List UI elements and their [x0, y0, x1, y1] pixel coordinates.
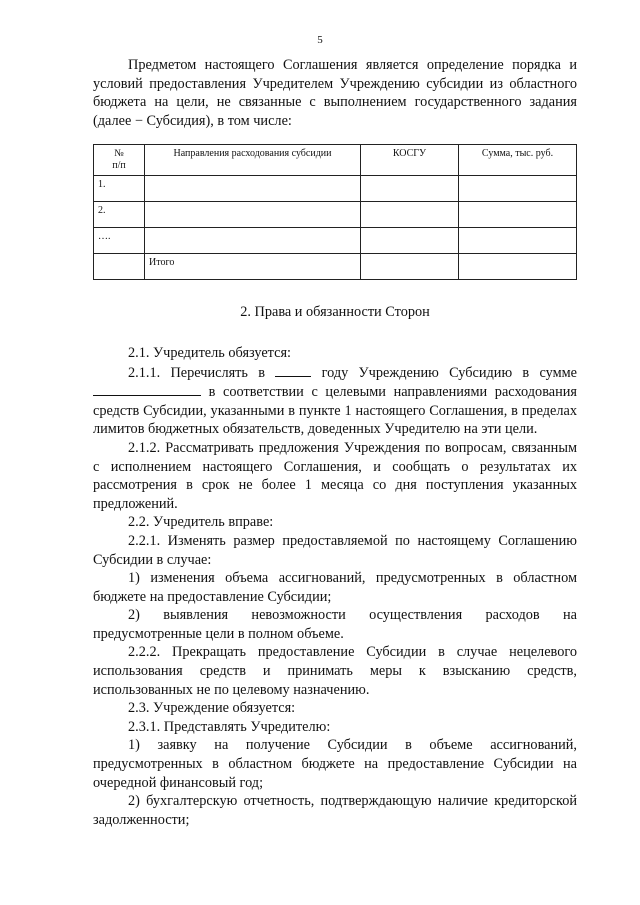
header-direction: Направления расходования субсидии — [145, 145, 361, 176]
row-direction: Итого — [145, 254, 361, 280]
intro-paragraph: Предметом настоящего Соглашения является определение порядка и условий предоставления Учредителем Учреждению субсидии из областного бюджета на цели, не связанные с выполнением государственного задания (далее − Субсидия), в том числе: — [93, 57, 577, 129]
row-sum — [459, 254, 577, 280]
row-num: 1. — [94, 176, 145, 202]
header-kosgu: КОСГУ — [361, 145, 459, 176]
header-num — [94, 145, 145, 176]
clause-2-3-1-item-1: 1) заявку на получение Субсидии в объеме ассигнований, предусмотренных в областном бюджете на предоставление Субсидии на очередной финансовый год; — [93, 737, 577, 791]
row-direction — [145, 228, 361, 254]
header-num-line2: п/п — [112, 160, 126, 172]
clause-2-1-1-part-b: году Учреждению Субсидию в сумме — [321, 364, 578, 381]
amount-blank — [93, 382, 201, 396]
clause-2-2-1-item-2: 2) выявления невозможности осуществления расходов на предусмотренные цели в полном объеме. — [93, 607, 577, 642]
document-body — [93, 56, 577, 829]
row-num: 2. — [94, 202, 145, 228]
clause-2-1-1-part-a: 2.1.1. Перечислять в — [128, 364, 265, 381]
clause-2-3-1: 2.3.1. Представлять Учредителю: — [128, 718, 331, 735]
clause-2-1-1-line1 — [93, 363, 577, 383]
table-header-row — [94, 145, 577, 176]
section-title: 2. Права и обязанности Сторон — [240, 304, 430, 321]
row-num: …. — [94, 228, 145, 254]
table-total-row — [94, 254, 577, 280]
row-kosgu — [361, 228, 459, 254]
year-blank — [275, 363, 311, 377]
row-direction — [145, 176, 361, 202]
table-row — [94, 202, 577, 228]
row-kosgu — [361, 202, 459, 228]
clause-2-1-1-rest — [93, 382, 577, 439]
clause-2-1-1-part-c: в соответствии с целевыми направлениями расходования средств Субсидии, указанными в пункте 1 настоящего Соглашения, в пределах лимитов бюджетных обязательств, доведенных Учредителю на эти цели. — [93, 384, 577, 438]
clause-2-1: 2.1. Учредитель обязуется: — [128, 344, 291, 361]
subsidy-table — [93, 144, 577, 280]
table-row — [94, 176, 577, 202]
clause-2-2-1-item-1: 1) изменения объема ассигнований, предусмотренных в областном бюджете на предоставление Субсидии; — [93, 570, 577, 605]
clause-2-3-1-item-2: 2) бухгалтерскую отчетность, подтверждающую наличие кредиторской задолженности; — [93, 793, 577, 828]
clause-2-2-2: 2.2.2. Прекращать предоставление Субсидии в случае нецелевого использования средств и принимать меры к взысканию средств, использованных не по целевому назначению. — [93, 644, 577, 698]
page-number: 5 — [317, 34, 323, 46]
row-num — [94, 254, 145, 280]
row-direction — [145, 202, 361, 228]
row-sum — [459, 228, 577, 254]
row-sum — [459, 176, 577, 202]
row-kosgu — [361, 176, 459, 202]
clause-2-2-1: 2.2.1. Изменять размер предоставляемой по настоящему Соглашению Субсидии в случае: — [93, 532, 577, 568]
clause-2-2: 2.2. Учредитель вправе: — [128, 514, 274, 531]
header-sum: Сумма, тыс. руб. — [459, 145, 577, 176]
clause-2-1-2: 2.1.2. Рассматривать предложения Учреждения по вопросам, связанным с исполнением настоящего Соглашения, и сообщать о результатах их рассмотрения в срок не более 1 месяца со дня поступления указанных предложений. — [93, 439, 577, 512]
row-sum — [459, 202, 577, 228]
header-num-line1: № — [114, 148, 124, 160]
clause-2-3: 2.3. Учреждение обязуется: — [128, 700, 296, 717]
table-row — [94, 228, 577, 254]
row-kosgu — [361, 254, 459, 280]
